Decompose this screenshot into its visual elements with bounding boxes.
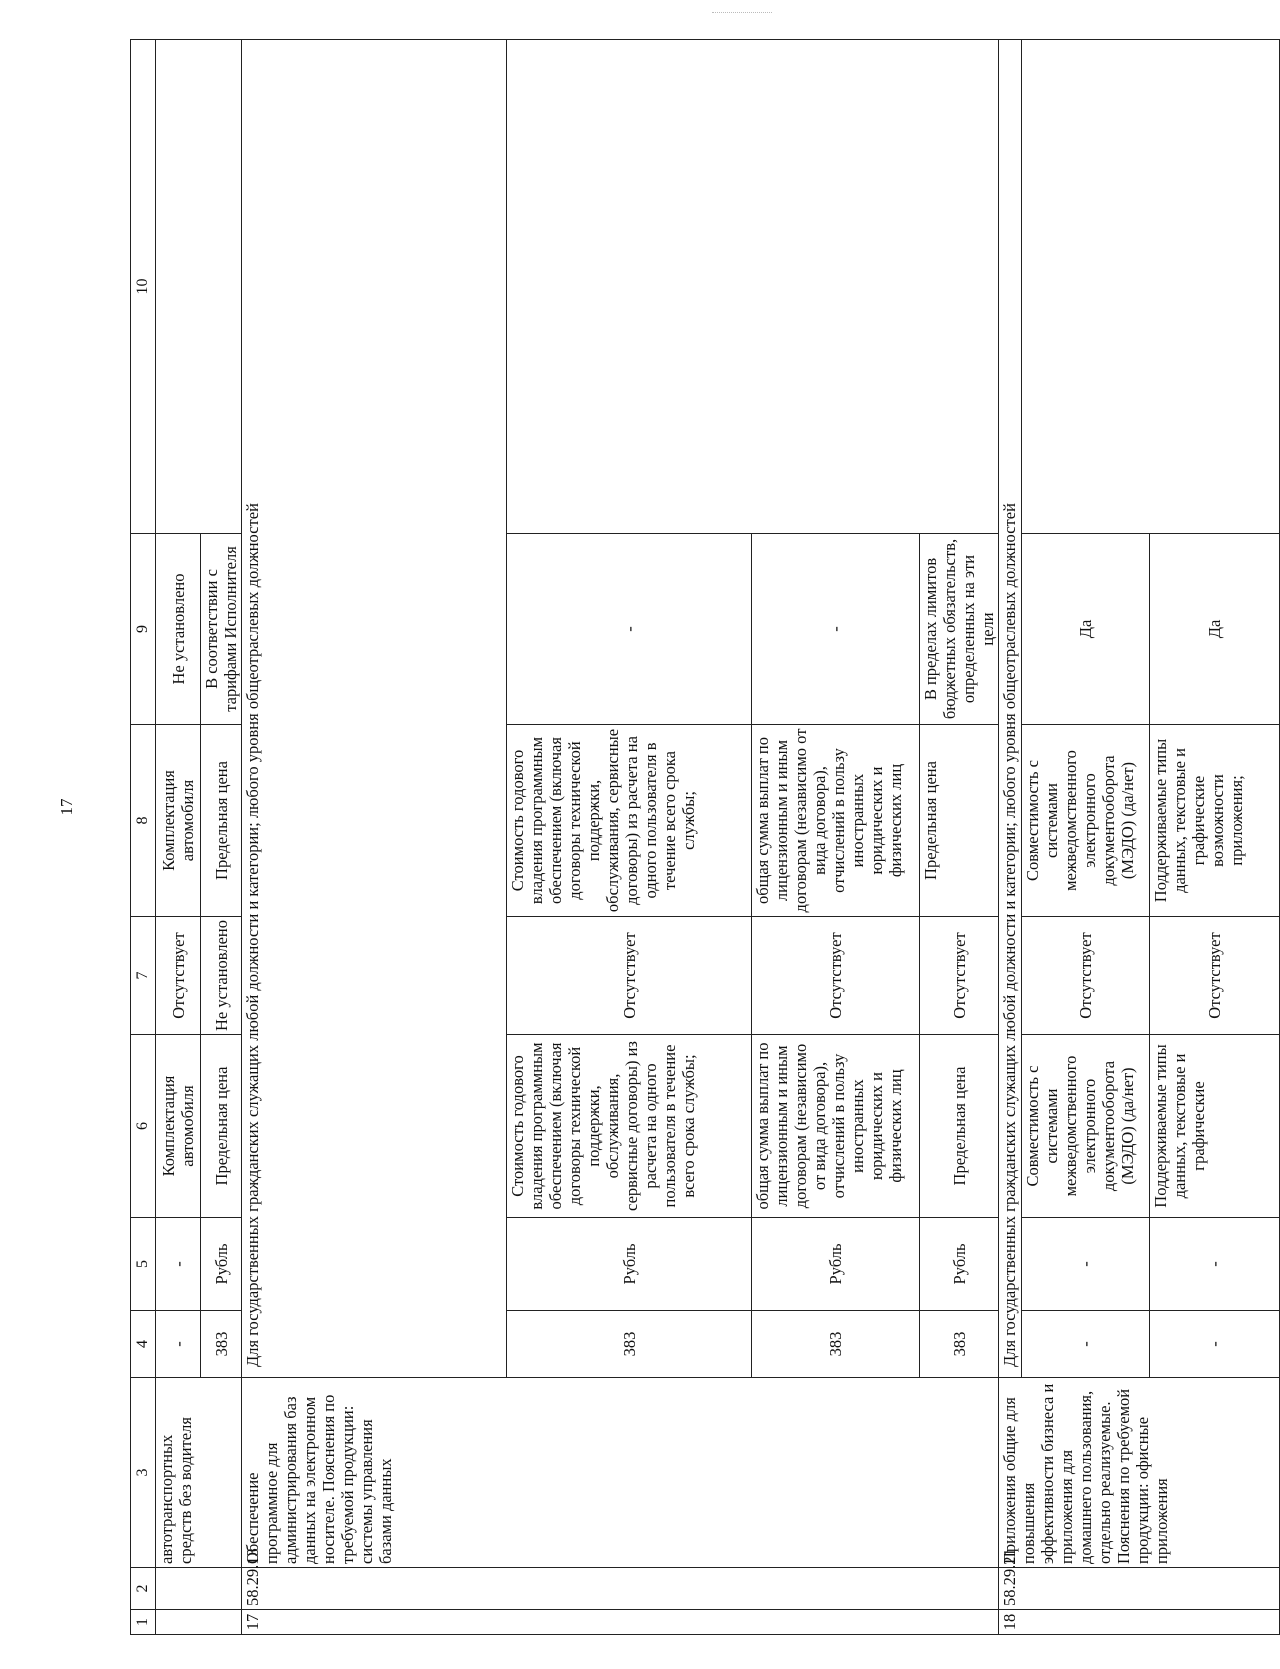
- characteristic-cell: Совместимость с системами межведомственного электронного документооборота (МЭДО) (да/нет): [1022, 725, 1150, 917]
- unit-cell: Рубль: [507, 1218, 752, 1311]
- cell-empty: [156, 40, 242, 534]
- unit-cell: -: [1022, 1218, 1150, 1311]
- value-cell: -: [752, 534, 920, 725]
- requirements-table: [130, 39, 1280, 1635]
- row-number: 18: [999, 1610, 1280, 1635]
- value-cell: -: [507, 534, 752, 725]
- characteristic-cell: Стоимость годового владения программным обеспечением (включая договоры технической поддержки, обслуживания, сервисные договоры) из расчета на одного пользователя в течение всего срока службы;: [507, 725, 752, 917]
- column-number-row: [131, 40, 156, 1635]
- characteristic-cell: общая сумма выплат по лицензионным и иным договорам (независимо от вида договора), отчислений в пользу иностранных юридических и физических лиц: [752, 725, 920, 917]
- characteristic-cell: Предельная цена: [920, 725, 999, 917]
- okei-code-cell: 383: [201, 1311, 242, 1378]
- characteristic-cell: Комплектация автомобиля: [156, 1035, 201, 1218]
- unit-cell: Рубль: [201, 1218, 242, 1311]
- okei-code-cell: 383: [507, 1311, 752, 1378]
- unit-cell: -: [156, 1218, 201, 1311]
- col-number: 3: [131, 1378, 156, 1568]
- unit-cell: Рубль: [752, 1218, 920, 1311]
- okei-code-cell: -: [1150, 1311, 1280, 1378]
- characteristic-cell: Поддерживаемые типы данных, текстовые и графические возможности приложения;: [1150, 725, 1280, 917]
- value-cell: Отсутствует: [752, 917, 920, 1035]
- section-note: Для государственных гражданских служащих любой должности и категории; любого уровня общеотраслевых должностей: [242, 40, 507, 1378]
- col-number: 2: [131, 1568, 156, 1610]
- okei-code-cell: 383: [920, 1311, 999, 1378]
- characteristic-cell: Предельная цена: [201, 725, 242, 917]
- col-number: 6: [131, 1035, 156, 1218]
- col-number: 8: [131, 725, 156, 917]
- okei-code-cell: 383: [752, 1311, 920, 1378]
- item-name-cell: Приложения общие для повышения эффективности бизнеса и приложения для домашнего пользования, отдельно реализуемые. Пояснения по требуемой продукции: офисные приложения: [999, 1378, 1280, 1568]
- cell-empty: [1022, 40, 1280, 534]
- characteristic-cell: Поддерживаемые типы данных, текстовые и графические: [1150, 1035, 1280, 1218]
- table-row: [156, 40, 201, 1635]
- col-number: 4: [131, 1311, 156, 1378]
- value-cell: Отсутствует: [920, 917, 999, 1035]
- okei-code-cell: -: [1022, 1311, 1150, 1378]
- value-cell: В соответствии с тарифами Исполнителя: [201, 534, 242, 725]
- okpd-code: 58.29.13: [242, 1568, 999, 1610]
- unit-cell: Рубль: [920, 1218, 999, 1311]
- value-cell: В пределах лимитов бюджетных обязательств, определенных на эти цели: [920, 534, 999, 725]
- row-number: 17: [242, 1610, 999, 1635]
- col-number: 7: [131, 917, 156, 1035]
- col-number: 5: [131, 1218, 156, 1311]
- characteristic-cell: Предельная цена: [201, 1035, 242, 1218]
- col-number: 1: [131, 1610, 156, 1635]
- okpd-code: 58.29.21: [999, 1568, 1280, 1610]
- characteristic-cell: Совместимость с системами межведомственного электронного документооборота (МЭДО) (да/нет): [1022, 1035, 1150, 1218]
- section-note: Для государственных гражданских служащих любой должности и категории; любого уровня общеотраслевых должностей: [999, 40, 1022, 1378]
- page-number: 17: [57, 798, 76, 816]
- characteristic-cell: Стоимость годового владения программным обеспечением (включая договоры технической поддержки, обслуживания, сервисные договоры) из расчета на одного пользователя в течение всего срока службы;: [507, 1035, 752, 1218]
- characteristic-cell: общая сумма выплат по лицензионным и иным договорам (независимо от вида договора), отчислений в пользу иностранных юридических и физических лиц: [752, 1035, 920, 1218]
- value-cell: Отсутствует: [1022, 917, 1150, 1035]
- unit-cell: -: [1150, 1218, 1280, 1311]
- characteristic-cell: Предельная цена: [920, 1035, 999, 1218]
- cell-empty: [156, 1568, 242, 1610]
- table-row: [999, 40, 1022, 1635]
- value-cell: Отсутствует: [156, 917, 201, 1035]
- characteristic-cell: Комплектация автомобиля: [156, 725, 201, 917]
- col-number: 9: [131, 534, 156, 725]
- table-row: [242, 40, 507, 1635]
- value-cell: Не установлено: [201, 917, 242, 1035]
- rotated-table-container: [130, 40, 1246, 1635]
- cell-empty: [507, 40, 999, 534]
- col-number: 10: [131, 40, 156, 534]
- value-cell: Да: [1150, 534, 1280, 725]
- item-name-cell: автотранспортных средств без водителя: [156, 1378, 242, 1568]
- scan-artifact: [712, 12, 772, 15]
- value-cell: Отсутствует: [1150, 917, 1280, 1035]
- item-name-cell: Обеспечение программное для администрирования баз данных на электронном носителе. Пояснения по требуемой продукции: системы управления базами данных: [242, 1378, 999, 1568]
- value-cell: Не установлено: [156, 534, 201, 725]
- okei-code-cell: -: [156, 1311, 201, 1378]
- value-cell: Да: [1022, 534, 1150, 725]
- value-cell: Отсутствует: [507, 917, 752, 1035]
- cell-empty: [156, 1610, 242, 1635]
